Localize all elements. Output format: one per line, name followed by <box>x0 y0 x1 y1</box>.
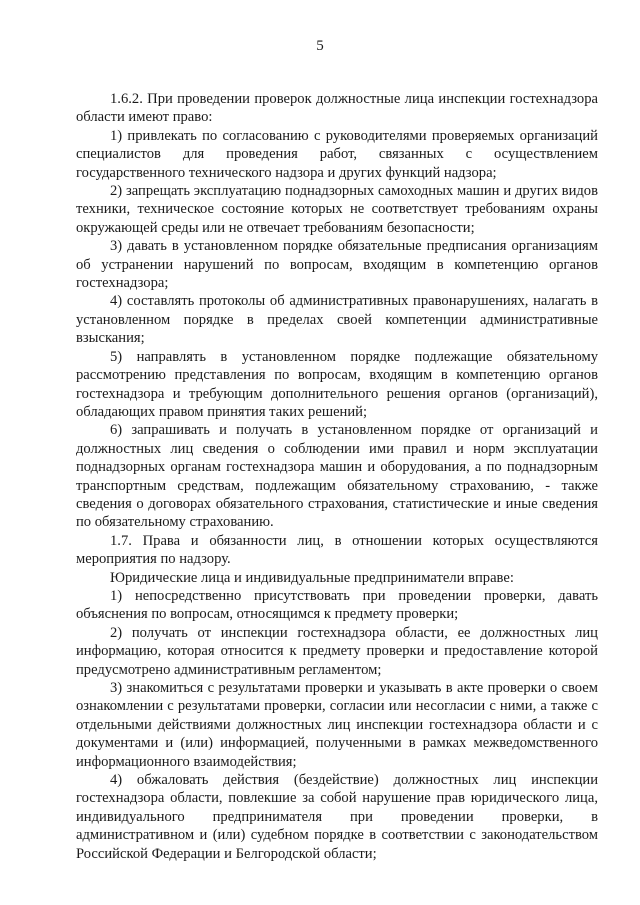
paragraph-right-4: 4) обжаловать действия (бездействие) должностных лиц инспекции гостехнадзора области, повлекшие за собой нарушение прав юридического лица, индивидуального предпринимателя при проведении проверки, в административном и (или) судебном порядке в соответствии с законодательством Российской Федерации и Белгородской области; <box>76 772 598 862</box>
paragraph-item-5: 5) направлять в установленном порядке подлежащие обязательному рассмотрению представления по вопросам, входящим в компетенцию органов гостехнадзора и требующим дополнительного решения органов (организаций), обладающих правом принятия таких решений; <box>76 348 598 420</box>
paragraph-item-3: 3) давать в установленном порядке обязательные предписания организациям об устранении нарушений по вопросам, входящим в компетенцию органов гостехнадзора; <box>76 238 598 292</box>
paragraph-rights-intro: Юридические лица и индивидуальные предприниматели вправе: <box>110 569 514 586</box>
paragraph-item-6: 6) запрашивать и получать в установленном порядке от организаций и должностных лиц сведения о соблюдении ими правил и норм эксплуатации поднадзорных органам гостехнадзора машин и оборудования, а по поднадзорным транспортным средствам, подлежащим обязательному страхованию, - также сведения о договорах обязательного страхования, статистические и иные сведения по обязательному страхованию. <box>76 422 598 531</box>
page-number: 5 <box>316 38 324 54</box>
paragraph-item-2: 2) запрещать эксплуатацию поднадзорных самоходных машин и других видов техники, техническое состояние которых не соответствует требованиям охраны окружающей среды или не отвечает требованиям безопасности; <box>76 183 598 236</box>
paragraph-right-2: 2) получать от инспекции гостехнадзора области, ее должностных лиц информацию, которая относится к предмету проверки и предоставление которой предусмотрено административным регламентом; <box>76 624 598 678</box>
paragraph-right-3: 3) знакомиться с результатами проверки и указывать в акте проверки о своем ознакомлении с результатами проверки, согласии или несогласии с ними, а также с отдельными действиями должностных лиц инспекции гостехнадзора области и с документами и (или) информацией, полученными в рамках межведомственного информационного взаимодействия; <box>76 680 598 770</box>
paragraph-1-7: 1.7. Права и обязанности лиц, в отношении которых осуществляются мероприятия по надзору. <box>76 532 598 568</box>
document-body <box>76 90 598 863</box>
paragraph-item-4: 4) составлять протоколы об административных правонарушениях, налагать в установленном порядке в пределах своей компетенции административные взыскания; <box>76 293 598 347</box>
paragraph-item-1: 1) привлекать по согласованию с руководителями проверяемых организаций специалистов для проведения работ, связанных с осуществлением государственного технического надзора и других функций надзора; <box>76 127 598 181</box>
paragraph-1-6-2: 1.6.2. При проведении проверок должностные лица инспекции гостехнадзора области имеют право: <box>76 91 598 126</box>
paragraph-right-1: 1) непосредственно присутствовать при проведении проверки, давать объяснения по вопросам, относящимся к предмету проверки; <box>76 587 598 623</box>
